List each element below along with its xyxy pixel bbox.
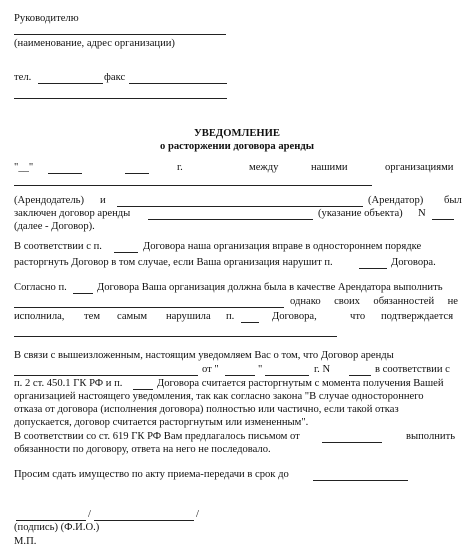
tenant-label: (Арендатор): [368, 195, 424, 206]
year-suffix: г.: [177, 162, 183, 173]
p2-clause-line: [114, 252, 138, 253]
p3-line1-start: Согласно п.: [14, 282, 67, 293]
p4-in-accordance: в соответствии с: [375, 364, 450, 375]
org-caption: (наименование, адрес организации): [14, 38, 175, 49]
fio-slash: /: [196, 509, 199, 520]
word-own: своих: [334, 296, 360, 307]
recipient-label: Руководителю: [14, 13, 79, 24]
p3-evidence-line: [14, 336, 337, 337]
word-not: не: [447, 296, 458, 307]
p4-from-quote: от ": [202, 364, 219, 375]
p3-line1-end: Договора Ваша организация должна была в качестве Арендатора выполнить: [97, 282, 443, 293]
party-line-1: [14, 185, 372, 186]
tel-line: [38, 83, 103, 84]
p3-line2: [290, 295, 458, 308]
object-caption: (указание объекта): [318, 208, 403, 219]
date-quote-open: "__": [14, 162, 34, 173]
p4-line5: отказа от договора (исполнения договора) полностью или частично, если такой отказ: [14, 404, 399, 415]
p3-duty-line: [14, 307, 284, 308]
fax-label: факс: [104, 72, 126, 83]
p2-line1-start: В соответствии с п.: [14, 241, 102, 252]
p4-line3-end: Договора считается расторгнутым с момента получения Вашей: [157, 378, 444, 389]
stamp-label: М.П.: [14, 536, 37, 547]
p3-clause-line: [73, 293, 93, 294]
p4-line7-start: В соответствии со ст. 619 ГК РФ Вам предлагалось письмом от: [14, 431, 300, 442]
date-month-line: [48, 173, 82, 174]
date-year-line: [125, 173, 149, 174]
p4-year-number: г. N: [314, 364, 331, 375]
word-that: что: [350, 311, 366, 322]
p5-deadline-line: [313, 480, 408, 481]
p2-clause-line-2: [359, 268, 387, 269]
p2-line2-end: Договора.: [391, 257, 436, 268]
was-label: был: [444, 195, 462, 206]
p4-day-line: [225, 375, 255, 376]
word-clause: п.: [226, 311, 235, 322]
word-between: между: [249, 162, 279, 173]
p4-month-line: [265, 375, 309, 376]
contract-number-line: [432, 219, 454, 220]
p4-quote-close: ": [258, 364, 263, 375]
word-organizations: организациями: [385, 162, 454, 173]
p3-violated-clause-line: [241, 322, 259, 323]
p4-contract-line: [14, 375, 198, 376]
word-fulfilled: исполнила,: [14, 311, 65, 322]
number-label: N: [418, 208, 426, 219]
landlord-label: (Арендодатель): [14, 195, 85, 206]
org-line: [14, 34, 226, 35]
word-confirmed: подтверждается: [381, 311, 454, 322]
p4-line8: обязанности по договору, ответа на него не последовало.: [14, 444, 271, 455]
p4-letter-date-line: [322, 442, 382, 443]
document-title: УВЕДОМЛЕНИЕ: [194, 128, 280, 139]
word-however: однако: [290, 296, 321, 307]
tel-label: тел.: [14, 72, 32, 83]
and-label: и: [100, 195, 106, 206]
signature-slash: /: [88, 509, 91, 520]
document-subtitle: о расторжении договора аренды: [160, 141, 314, 152]
contract-concluded-label: заключен договор аренды: [14, 208, 131, 219]
p4-line4: организацией настоящего уведомления, так как согласно закона "В случае одностороннего: [14, 391, 424, 402]
object-line: [148, 219, 313, 220]
word-duties: обязанностей: [373, 296, 435, 307]
word-thereby: тем: [84, 311, 101, 322]
p4-line6: допускается, договор считается расторгнутым или измененным".: [14, 417, 309, 428]
word-our: нашими: [311, 162, 348, 173]
p4-line7-end: выполнить: [406, 431, 456, 442]
word-itself: самым: [117, 311, 148, 322]
fio-line: [94, 520, 194, 521]
p2-line2-start: расторгнуть Договор в том случае, если Ваша организация нарушит п.: [14, 257, 333, 268]
p4-line1: В связи с вышеизложенным, настоящим уведомляем Вас о том, что Договор аренды: [14, 350, 394, 361]
address-line: [14, 98, 227, 99]
hereinafter-label: (далее - Договор).: [14, 221, 95, 232]
p2-line1-end: Договора наша организация вправе в одностороннем порядке: [143, 241, 422, 252]
word-contract: Договора,: [272, 311, 317, 322]
word-violated: нарушила: [166, 311, 211, 322]
p5-line: Просим сдать имущество по акту приема-передачи в срок до: [14, 469, 289, 480]
signature-caption: (подпись) (Ф.И.О.): [14, 522, 100, 533]
p4-law-ref: п. 2 ст. 450.1 ГК РФ и п.: [14, 378, 123, 389]
p4-number-line: [349, 375, 371, 376]
fax-line: [129, 83, 227, 84]
